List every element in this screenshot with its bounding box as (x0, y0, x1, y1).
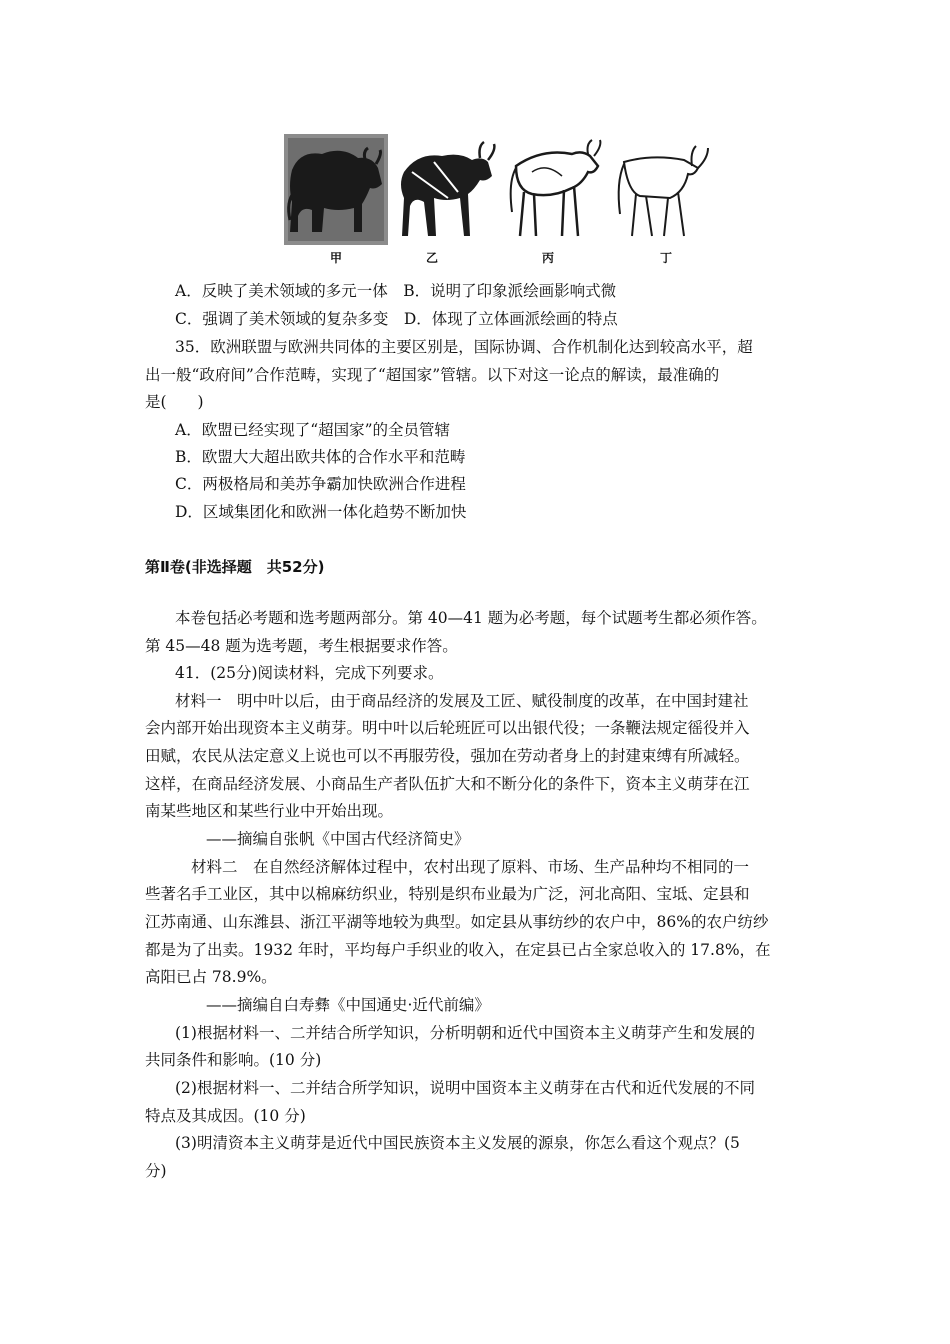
q41-subquestion-line: (1)根据材料一、二并结合所学知识，分析明朝和近代中国资本主义萌芽产生和发展的 (175, 1024, 755, 1042)
material2-source: ——摘编自白寿彝《中国通史·近代前编》 (206, 996, 490, 1014)
section-heading: 第Ⅱ卷(非选择题 共52分) (145, 558, 325, 576)
material2-line: 些著名手工业区，其中以棉麻纺织业，特别是织布业最为广泛，河北高阳、宝坻、定县和 (145, 885, 750, 903)
material1-line: 田赋，农民从法定意义上说也可以不再服劳役，强加在劳动者身上的封建束缚有所减轻。 (145, 747, 750, 765)
bull-drawing-yi (394, 132, 498, 247)
caption-yi: 乙 (426, 251, 439, 265)
caption-jia: 甲 (330, 251, 343, 265)
q35-option-a: A．欧盟已经实现了“超国家”的全员管辖 (175, 421, 451, 439)
bull-drawing-ding (612, 132, 714, 247)
q34-option-ab: A．反映了美术领域的多元一体 B．说明了印象派绘画影响式微 (175, 282, 617, 300)
bull-drawing-jia (282, 132, 390, 247)
material2-line: 材料二 在自然经济解体过程中，农村出现了原料、市场、生产品种均不相同的一 (191, 858, 750, 876)
q41-stem: 41．(25分)阅读材料，完成下列要求。 (175, 664, 444, 682)
q41-subquestion-line: 特点及其成因。(10 分) (145, 1107, 306, 1125)
section-intro-line: 本卷包括必考题和选考题两部分。第 40—41 题为必考题，每个试题考生都必须作答。 (175, 609, 767, 627)
q35-option-c: C．两极格局和美苏争霸加快欧洲合作进程 (175, 475, 466, 493)
q41-subquestion-line: (3)明清资本主义萌芽是近代中国民族资本主义发展的源泉，你怎么看这个观点？(5 (175, 1134, 740, 1152)
material1-line: 会内部开始出现资本主义萌芽。明中叶以后轮班匠可以出银代役；一条鞭法规定徭役并入 (145, 719, 750, 737)
material2-line: 高阳已占 78.9%。 (145, 968, 277, 986)
q35-option-d: D．区域集团化和欧洲一体化趋势不断加快 (175, 503, 467, 521)
material1-source: ——摘编自张帆《中国古代经济简史》 (206, 830, 470, 848)
caption-bing: 丙 (542, 251, 555, 265)
q35-stem-line: 出一般“政府间”合作范畴，实现了“超国家”管辖。以下对这一论点的解读，最准确的 (145, 366, 720, 384)
material1-line: 南某些地区和某些行业中开始出现。 (145, 802, 394, 820)
material2-line: 江苏南通、山东潍县、浙江平湖等地较为典型。如定县从事纺纱的农户中，86%的农户纺纱 (145, 913, 769, 931)
material1-line: 这样，在商品经济发展、小商品生产者队伍扩大和不断分化的条件下，资本主义萌芽在江 (145, 775, 750, 793)
material2-line: 都是为了出卖。1932 年时，平均每户手织业的收入，在定县已占全家总收入的 17.8%，在 (145, 941, 771, 959)
caption-ding: 丁 (660, 251, 673, 265)
q41-subquestion-line: (2)根据材料一、二并结合所学知识，说明中国资本主义萌芽在古代和近代发展的不同 (175, 1079, 755, 1097)
q35-stem-line: 是( ) (145, 393, 204, 411)
q35-stem-line: 35．欧洲联盟与欧洲共同体的主要区别是，国际协调、合作机制化达到较高水平，超 (175, 338, 753, 356)
bull-drawings-figure (282, 132, 714, 270)
q41-subquestion-line: 共同条件和影响。(10 分) (145, 1051, 322, 1069)
q41-subquestion-line: 分) (145, 1162, 167, 1180)
q35-option-b: B．欧盟大大超出欧共体的合作水平和范畴 (175, 448, 466, 466)
q34-option-cd: C．强调了美术领域的复杂多变 D．体现了立体画派绘画的特点 (175, 310, 618, 328)
section-intro-line: 第 45—48 题为选考题，考生根据要求作答。 (145, 637, 458, 655)
material1-line: 材料一 明中叶以后，由于商品经济的发展及工匠、赋役制度的改革，在中国封建社 (175, 692, 749, 710)
bull-drawing-bing (502, 132, 606, 247)
